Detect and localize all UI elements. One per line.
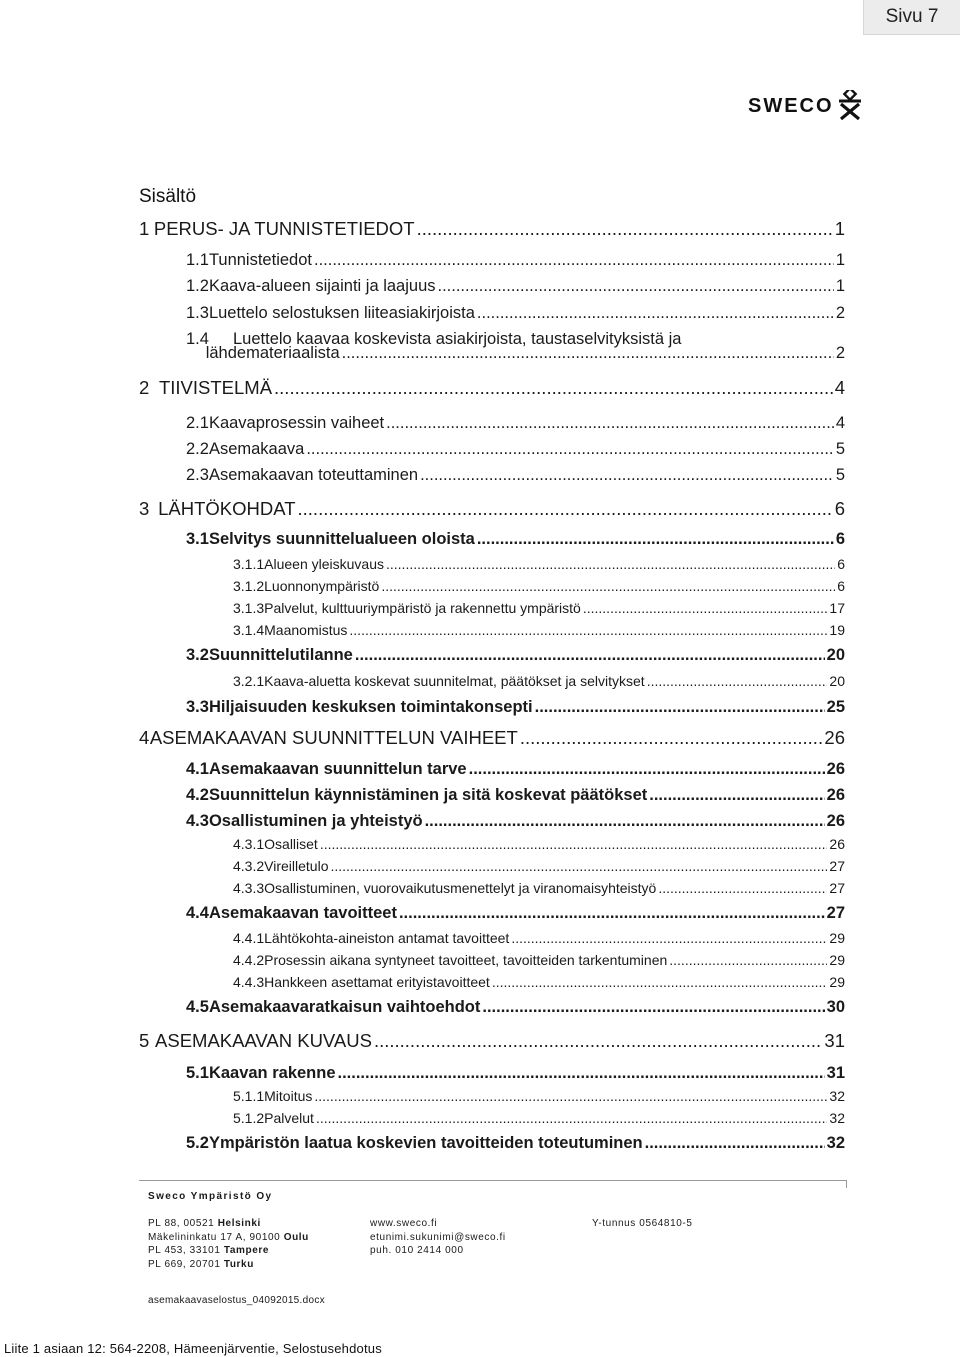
toc-entry-page: 29 [829, 930, 845, 946]
toc-entry-number: 2.1 [186, 414, 209, 432]
toc-entry-page: 31 [824, 1030, 845, 1051]
toc-entry-text: Asemakaavan toteuttaminen [208, 466, 419, 484]
toc-entry-page: 19 [829, 622, 845, 638]
toc-entry[interactable] [186, 414, 845, 433]
toc-entry-text: Osallistuminen, vuorovaikutusmenettelyt ja viranomaisyhteistyö [264, 880, 657, 896]
toc-entry-number: 4.3.2 [233, 858, 265, 874]
toc-entry-number: 4.4 [186, 904, 209, 922]
footer-phone: puh. 010 2414 000 [370, 1245, 464, 1257]
toc-entry-text: Suunnittelutilanne [208, 646, 353, 664]
toc-leader-dots [583, 600, 828, 616]
toc-title: Sisältö [139, 186, 197, 207]
toc-entry-text: Tunnistetiedot [208, 251, 312, 269]
toc-entry[interactable] [233, 622, 845, 638]
sweco-logo-icon [837, 90, 863, 120]
toc-entry-number: 1.3 [186, 304, 209, 322]
toc-entry-page: 26 [824, 727, 845, 748]
toc-leader-dots [469, 760, 825, 779]
toc-entry-page: 2 [835, 304, 845, 322]
toc-entry-number: 3.1.4 [233, 622, 265, 638]
toc-entry-number: 4.5 [186, 998, 209, 1016]
toc-entry[interactable] [186, 646, 845, 665]
toc-entry-number: 5.1.2 [233, 1110, 265, 1126]
toc-entry-text-continued: lähdemateriaalista [205, 344, 340, 362]
toc-entry-text: ASEMAKAAVAN KUVAUS [155, 1030, 372, 1051]
toc-leader-dots [399, 904, 825, 923]
toc-entry-number: 4.3.3 [233, 880, 265, 896]
toc-entry-text: Asemakaavan suunnittelun tarve [208, 760, 467, 778]
toc-leader-dots [417, 218, 833, 240]
toc-leader-dots [314, 1088, 827, 1104]
toc-entry-page: 5 [835, 440, 845, 458]
toc-entry-number: 3 [139, 498, 150, 519]
toc-entry-page: 5 [835, 466, 845, 484]
toc-entry-page: 1 [834, 218, 845, 239]
toc-entry[interactable] [186, 812, 845, 831]
toc-entry[interactable] [186, 304, 845, 323]
toc-leader-dots [355, 646, 825, 665]
toc-entry[interactable] [233, 974, 845, 990]
toc-entry-text: Luettelo selostuksen liiteasiakirjoista [208, 304, 475, 322]
toc-entry-page: 6 [837, 578, 845, 594]
toc-entry-text: Palvelut [264, 1110, 314, 1126]
toc-entry-page: 26 [826, 760, 845, 778]
toc-entry-text: Lähtökohta-aineiston antamat tavoitteet [264, 930, 510, 946]
toc-entry-text: Vireilletulo [264, 858, 329, 874]
toc-leader-dots [386, 556, 835, 572]
footer-business-id [592, 1217, 693, 1231]
toc-entry-number: 1 [139, 218, 150, 239]
toc-entry-text: Asemakaava [208, 440, 305, 458]
toc-leader-dots [482, 998, 824, 1017]
footer-y-tunnus: Y-tunnus 0564810-5 [592, 1218, 693, 1229]
toc-entry-page: 1 [835, 251, 845, 269]
toc-entry[interactable] [233, 836, 845, 852]
toc-entry-text: Suunnittelun käynnistäminen ja sitä koskevat päätökset [208, 786, 648, 804]
toc-entry-text: Selvitys suunnittelualueen oloista [208, 530, 475, 548]
sweco-logo [748, 82, 863, 120]
toc-entry-number: 3.2 [186, 646, 209, 664]
toc-entry-text: Luettelo kaavaa koskevista asiakirjoista, taustaselvityksistä ja [233, 330, 682, 348]
toc-leader-dots [330, 858, 827, 874]
toc-entry-number: 4.4.2 [233, 952, 265, 968]
footer-divider [139, 1180, 847, 1181]
toc-entry[interactable] [186, 466, 845, 485]
toc-entry-text: Osallistuminen ja yhteistyö [208, 812, 423, 830]
toc-entry[interactable] [186, 698, 845, 717]
toc-entry-number: 4 [139, 727, 150, 748]
toc-leader-dots [520, 727, 823, 749]
toc-entry[interactable] [186, 1064, 845, 1083]
toc-leader-dots [306, 440, 833, 459]
toc-entry-page: 31 [826, 1064, 845, 1082]
toc-entry-page: 27 [829, 858, 845, 874]
toc-leader-dots [647, 673, 828, 689]
toc-leader-dots [649, 786, 824, 805]
toc-entry[interactable] [186, 277, 845, 296]
toc-entry-number: 5.1 [186, 1064, 209, 1082]
toc-entry-number: 4.1 [186, 760, 209, 778]
toc-entry-number: 4.3 [186, 812, 209, 830]
toc-entry[interactable] [139, 218, 845, 240]
toc-leader-dots [492, 974, 828, 990]
toc-entry-page: 27 [826, 904, 845, 922]
toc-leader-dots [477, 530, 834, 549]
toc-entry-number: 3.1.1 [233, 556, 265, 572]
toc-entry[interactable] [233, 952, 845, 968]
toc-entry-page: 6 [834, 498, 845, 519]
toc-entry-text: LÄHTÖKOHDAT [158, 498, 296, 519]
toc-entry-text: Mitoitus [264, 1088, 313, 1104]
toc-entry-number: 4.2 [186, 786, 209, 804]
toc-entry-text: ASEMAKAAVAN SUUNNITTELUN VAIHEET [149, 727, 518, 748]
toc-entry-page: 29 [829, 974, 845, 990]
footer-contact [370, 1217, 506, 1258]
toc-entry[interactable] [233, 1088, 845, 1104]
toc-entry-page: 20 [829, 673, 845, 689]
toc-entry-page: 26 [826, 786, 845, 804]
toc-entry[interactable] [186, 904, 845, 923]
toc-leader-dots [320, 836, 828, 852]
toc-leader-dots [511, 930, 827, 946]
toc-entry-number: 3.1.3 [233, 600, 265, 616]
toc-entry[interactable] [233, 600, 845, 616]
toc-entry[interactable] [233, 930, 845, 946]
toc-leader-dots [374, 1030, 822, 1052]
toc-entry[interactable] [186, 998, 845, 1017]
toc-entry[interactable] [139, 727, 845, 749]
toc-entry[interactable] [186, 1134, 845, 1153]
toc-entry-page: 6 [837, 556, 845, 572]
footer-website: www.sweco.fi [370, 1218, 438, 1229]
address-line-1: PL 88, 00521 Helsinki [148, 1218, 261, 1229]
toc-entry-page: 27 [829, 880, 845, 896]
toc-entry-text: PERUS- JA TUNNISTETIEDOT [153, 218, 415, 239]
toc-entry-page: 32 [829, 1088, 845, 1104]
toc-leader-dots [438, 277, 834, 296]
toc-leader-dots [342, 344, 834, 363]
toc-leader-dots [314, 251, 834, 270]
toc-leader-dots [425, 812, 825, 831]
toc-entry-number: 5 [139, 1030, 150, 1051]
toc-entry[interactable] [233, 673, 845, 689]
toc-entry-text: Maanomistus [264, 622, 348, 638]
toc-entry-number: 2.3 [186, 466, 209, 484]
toc-entry-number: 1.4 [186, 330, 209, 348]
toc-entry-continuation[interactable] [186, 344, 845, 363]
toc-leader-dots [477, 304, 834, 323]
toc-entry[interactable] [139, 377, 845, 399]
toc-entry-number: 4.4.3 [233, 974, 265, 990]
toc-entry-text: Asemakaavan tavoitteet [208, 904, 397, 922]
toc-entry-number: 4.3.1 [233, 836, 265, 852]
toc-entry-text: Prosessin aikana syntyneet tavoitteet, tavoitteiden tarkentuminen [264, 952, 668, 968]
toc-entry-number: 1.1 [186, 251, 209, 269]
toc-entry-number: 2.2 [186, 440, 209, 458]
toc-leader-dots [338, 1064, 825, 1083]
toc-entry-number: 3.1.2 [233, 578, 265, 594]
toc-entry-page: 26 [829, 836, 845, 852]
toc-entry-number: 4.4.1 [233, 930, 265, 946]
footer-company: Sweco Ympäristö Oy [148, 1191, 273, 1202]
toc-entry-number: 5.1.1 [233, 1088, 265, 1104]
footer-addresses [148, 1217, 309, 1271]
toc-entry-text: Hankkeen asettamat erityistavoitteet [264, 974, 490, 990]
toc-entry-text: Asemakaavaratkaisun vaihtoehdot [208, 998, 481, 1016]
toc-entry[interactable] [186, 760, 845, 779]
footer-email: etunimi.sukunimi@sweco.fi [370, 1231, 506, 1243]
toc-leader-dots [645, 1134, 825, 1153]
toc-leader-dots [274, 377, 833, 399]
toc-entry-page: 6 [835, 530, 845, 548]
toc-entry-page: 32 [826, 1134, 845, 1152]
toc-leader-dots [381, 578, 835, 594]
toc-entry-text: Luonnonympäristö [264, 578, 380, 594]
toc-leader-dots [298, 498, 833, 520]
toc-leader-dots [420, 466, 834, 485]
toc-entry[interactable] [233, 578, 845, 594]
toc-entry-text: TIIVISTELMÄ [158, 377, 273, 398]
toc-leader-dots [535, 698, 825, 717]
address-line-4: PL 669, 20701 Turku [148, 1258, 254, 1270]
attachment-note: Liite 1 asiaan 12: 564-2208, Hämeenjärventie, Selostusehdotus [4, 1341, 382, 1356]
toc-entry-text: Kaavan rakenne [208, 1064, 336, 1082]
toc-leader-dots [316, 1110, 827, 1126]
toc-entry-page: 2 [835, 344, 845, 362]
logo-text: SWECO [748, 95, 834, 117]
toc-entry[interactable] [186, 251, 845, 270]
toc-entry-number: 1.2 [186, 277, 209, 295]
toc-entry[interactable] [233, 858, 845, 874]
toc-entry[interactable] [233, 556, 845, 572]
toc-entry-page: 25 [826, 698, 845, 716]
toc-entry-page: 29 [829, 952, 845, 968]
toc-entry[interactable] [186, 440, 845, 459]
toc-entry-number: 3.1 [186, 530, 209, 548]
toc-entry-text: Hiljaisuuden keskuksen toimintakonsepti [208, 698, 533, 716]
toc-entry-number: 3.3 [186, 698, 209, 716]
toc-entry[interactable] [186, 530, 845, 549]
toc-entry-text: Kaavaprosessin vaiheet [208, 414, 385, 432]
address-line-2: Mäkelininkatu 17 A, 90100 Oulu [148, 1231, 309, 1243]
toc-entry-number: 2 [139, 377, 150, 398]
toc-entry-page: 32 [829, 1110, 845, 1126]
toc-entry-page: 20 [826, 646, 845, 664]
toc-entry-text: Kaava-aluetta koskevat suunnitelmat, päätökset ja selvitykset [264, 673, 645, 689]
toc-entry[interactable] [186, 786, 845, 805]
toc-entry-text: Alueen yleiskuvaus [264, 556, 384, 572]
toc-leader-dots [386, 414, 834, 433]
toc-entry-text: Palvelut, kulttuuriympäristö ja rakennettu ympäristö [264, 600, 581, 616]
toc-entry-page: 4 [835, 414, 845, 432]
toc-entry-page: 30 [826, 998, 845, 1016]
footer-filename: asemakaavaselostus_04092015.docx [148, 1295, 325, 1306]
toc-entry-text: Osalliset [264, 836, 318, 852]
toc-entry-page: 26 [826, 812, 845, 830]
toc-entry-number: 3.2.1 [233, 673, 265, 689]
toc-leader-dots [658, 880, 827, 896]
address-line-3: PL 453, 33101 Tampere [148, 1245, 270, 1257]
toc-entry-page: 1 [835, 277, 845, 295]
toc-entry[interactable] [233, 1110, 845, 1126]
toc-leader-dots [349, 622, 827, 638]
toc-entry[interactable] [233, 880, 845, 896]
toc-entry-page: 17 [829, 600, 845, 616]
toc-entry[interactable] [139, 498, 845, 520]
toc-entry-text: Kaava-alueen sijainti ja laajuus [208, 277, 436, 295]
toc-entry[interactable] [139, 1030, 845, 1052]
toc-entry-text: Ympäristön laatua koskevien tavoitteiden toteutuminen [208, 1134, 643, 1152]
page-number-label: Sivu 7 [863, 0, 960, 35]
toc-leader-dots [669, 952, 827, 968]
toc-entry-page: 4 [834, 377, 845, 398]
toc-entry-number: 5.2 [186, 1134, 209, 1152]
